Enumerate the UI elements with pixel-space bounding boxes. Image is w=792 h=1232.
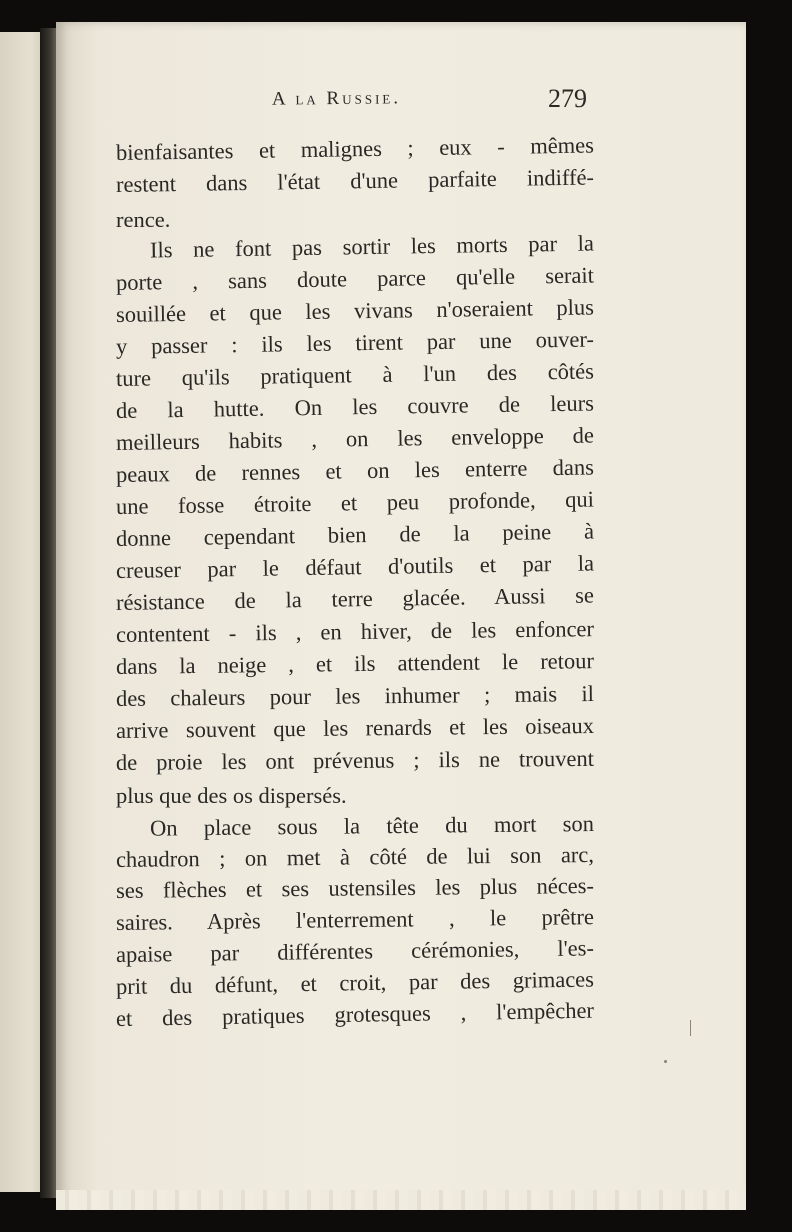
page-number: 279: [548, 84, 587, 113]
text-line: creuser par le défaut d'outils et par la: [115, 550, 595, 583]
text-line: de la hutte. On les couvre de leurs: [115, 390, 595, 423]
text-line: ture qu'ils pratiquent à l'un des côtés: [115, 358, 595, 391]
text-line: et des pratiques grotesques , l'empêcher: [115, 997, 595, 1031]
text-line: contentent - ils , en hiver, de les enfoncer: [115, 616, 595, 647]
text-line: résistance de la terre glacée. Aussi se: [115, 582, 595, 615]
text-line: Ils ne font pas sortir les morts par la: [149, 230, 595, 263]
text-line: meilleurs habits , on les enveloppe de: [115, 422, 595, 455]
text-line: donne cependant bien de la peine à: [115, 518, 595, 551]
text-line: une fosse étroite et peu profonde, qui: [115, 486, 595, 519]
text-line: y passer : ils les tirent par une ouver-: [115, 326, 595, 359]
text-line: chaudron ; on met à côté de lui son arc,: [115, 841, 595, 872]
text-line: plus que des os dispersés.: [116, 783, 347, 808]
text-line: porte , sans doute parce qu'elle serait: [115, 262, 595, 295]
text-line: restent dans l'état d'une parfaite indiffé-: [115, 164, 595, 197]
text-line: rence.: [116, 207, 171, 232]
text-line: dans la neige , et ils attendent le retour: [115, 648, 595, 679]
text-line: On place sous la tête du mort son: [149, 810, 595, 841]
text-line: peaux de rennes et on les enterre dans: [115, 454, 595, 487]
paper-speck: [664, 1060, 667, 1063]
text-line: apaise par différentes cérémonies, l'es-: [115, 935, 595, 967]
text-line: des chaleurs pour les inhumer ; mais il: [115, 680, 595, 711]
running-header: A la Russie.: [271, 87, 402, 110]
text-line: de proie les ont prévenus ; ils ne trouvent: [115, 745, 595, 775]
paper-mark: [690, 1020, 691, 1036]
text-line: prit du défunt, et croit, par des grimaces: [115, 966, 595, 999]
page-deckle-edge: [56, 1190, 746, 1210]
text-line: bienfaisantes et malignes ; eux - mêmes: [115, 132, 595, 165]
text-line: saires. Après l'enterrement , le prêtre: [115, 904, 595, 935]
text-line: souillée et que les vivans n'oseraient plus: [115, 294, 595, 327]
text-line: ses flèches et ses ustensiles les plus néces-: [115, 872, 595, 903]
text-line: arrive souvent que les renards et les oiseaux: [115, 712, 595, 743]
